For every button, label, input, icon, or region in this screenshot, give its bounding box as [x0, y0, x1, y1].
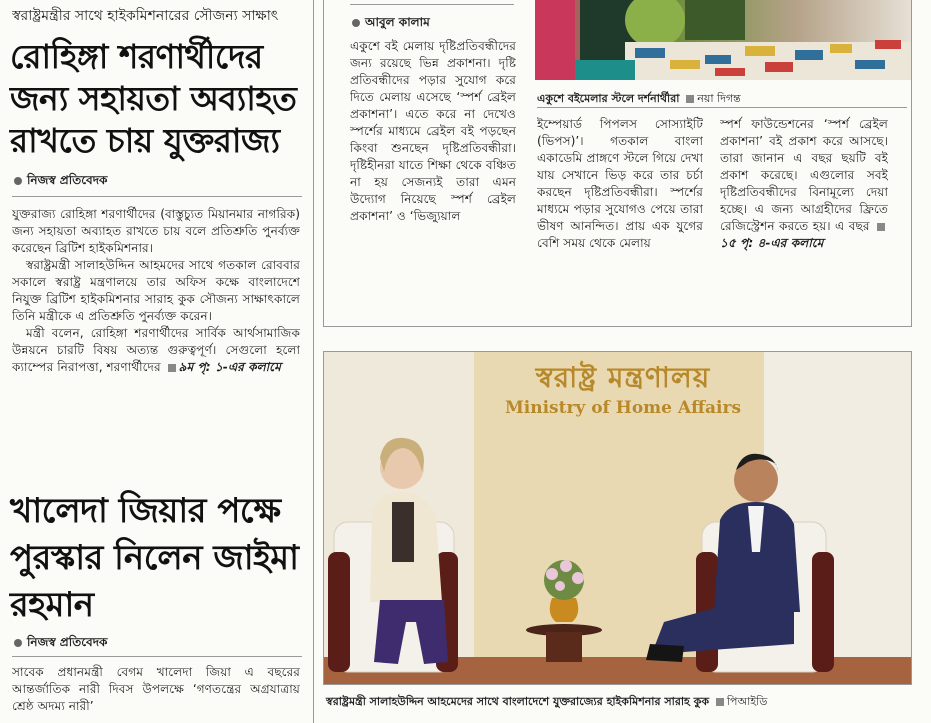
- story3-col2: [537, 116, 703, 312]
- story3-byline: [352, 14, 430, 34]
- story1-body: [12, 206, 300, 474]
- bookfair-photo: [535, 0, 911, 80]
- bookfair-caption-rule: [537, 107, 907, 108]
- ministry-photo-caption: [326, 693, 767, 712]
- byline-bullet-icon: [14, 639, 22, 647]
- story3-col3-text: স্পর্শ ফাউন্ডেশনের ‘স্পর্শ ব্রেইল প্রকাশনা’ বই প্রকাশ করে আসছে। তারা জানান এ বছর ছয়টি বই প্রকাশ করেছে। এগুলোর সবই দৃষ্টিপ্রতিবন্ধীদের বিনামূল্যে দেয়া হচ্ছে। এ জন্য আগ্রহীদের ফ্রিতে রেজিস্ট্রেশন করতে হয়। এ বছর: [720, 117, 888, 233]
- story1-para2: স্বরাষ্ট্রমন্ত্রী সালাহউদ্দিন আহমদের সাথে গতকাল রোববার সকালে স্বরাষ্ট্র মন্ত্রণালয়ে তার অফিস কক্ষে বাংলাদেশে নিযুক্ত ব্রিটিশ হাইকমিশনার সারাহ কুক সৌজন্য সাক্ষাৎকালে তিনি মন্ত্রীকে এ প্রতিশ্রুতি পুনর্ব্যক্ত করেন।: [12, 258, 300, 323]
- story2-headline: খালেদা জিয়ার পক্ষে পুরস্কার নিলেন জাইমা রহমান: [10, 491, 299, 625]
- story1-kicker: স্বরাষ্ট্রমন্ত্রীর সাথে হাইকমিশনারের সৌজন্য সাক্ষাৎ: [12, 8, 279, 24]
- story1-para1: যুক্তরাজ্য রোহিঙ্গা শরণার্থীদের (বাস্তুচ্যুত মিয়ানমার নাগরিক) জন্য সহায়তা অব্যাহত রাখতে চায় বলে প্রতিশ্রুতি পুনর্ব্যক্ত করেছেন ব্রিটিশ হাইকমিশনার।: [12, 207, 300, 255]
- story1-byline: [14, 172, 107, 192]
- story3-byline-text: আবুল কালাম: [365, 15, 430, 29]
- bookfair-photo-graphic: [535, 0, 911, 80]
- bookfair-photo-credit: নয়া দিগন্ত: [697, 92, 741, 105]
- ministry-photo: [323, 351, 912, 685]
- story3-col1-text: একুশে বই মেলায় দৃষ্টিপ্রতিবন্ধীদের জন্য রয়েছে ভিন্ন প্রকাশনা। দৃষ্টি প্রতিবন্ধীদের পড়ার সুযোগ করে দিতে মেলায় এসেছে ‘স্পর্শ ব্রেইল প্রকাশনা’। এতে করে না দেখেও স্পর্শের মাধ্যমে ব্রেইল বই পড়ছেন কিংবা শুনছেন দৃষ্টিপ্রতিবন্ধীরা। দৃষ্টিহীনরা যাতে শিক্ষা থেকে বঞ্চিত না হয় সেজন্যই তারা এমন উদ্যোগ নিয়েছে স্পর্শ ব্রেইল প্রকাশনা’ ও ‘ভিজ্যুয়াল: [350, 39, 516, 223]
- story2-para1: সাবেক প্রধানমন্ত্রী বেগম খালেদা জিয়া এ বছরের আন্তর্জাতিক নারী দিবস উপলক্ষে ‘গণতন্ত্রের অগ্রযাত্রায় শ্রেষ্ঠ অদম্য নারী’: [12, 665, 300, 713]
- continued-square-icon: [168, 364, 176, 372]
- story1-headline: রোহিঙ্গা শরণার্থীদের জন্য সহায়তা অব্যাহত রাখতে চায় যুক্তরাজ্য: [10, 37, 297, 160]
- story1-para3-text: মন্ত্রী বলেন, রোহিঙ্গা শরণার্থীদের সার্বিক আর্থসামাজিক উন্নয়নে চারটি বিষয় অত্যন্ত গুরুত্বপূর্ণ। সেগুলো হলো ক্যাম্পের নিরাপত্তা, শরণার্থীদের: [12, 326, 300, 374]
- story2-body: [12, 664, 300, 720]
- story3-col1: [350, 38, 516, 314]
- ministry-sign-bengali: স্বরাষ্ট্র মন্ত্রণালয়: [535, 361, 711, 394]
- byline-bullet-icon: [14, 177, 22, 185]
- ministry-photo-credit: পিআইডি: [726, 695, 768, 708]
- column-divider: [313, 0, 314, 723]
- credit-square-icon: [716, 698, 724, 706]
- story3-top-rule: [350, 4, 514, 5]
- story3-continued[interactable]: ১৫ পৃ: ৪-এর কলামে: [720, 236, 824, 250]
- story2-byline-rule: [12, 656, 302, 657]
- story3-col3: [720, 116, 888, 312]
- ministry-sign-english: Ministry of Home Affairs: [504, 398, 742, 418]
- story1-byline-rule: [12, 196, 302, 197]
- bookfair-caption-text: একুশে বইমেলার স্টলে দর্শনার্থীরা: [537, 92, 680, 105]
- byline-bullet-icon: [352, 19, 360, 27]
- story1-para3: [12, 325, 300, 376]
- story3-col3-para: [720, 116, 888, 252]
- story2-byline: [14, 634, 107, 654]
- story3-col2-text: ইম্পেয়ার্ড পিপলস সোস্যাইটি (ভিপস)’। গতকাল বাংলা একাডেমি প্রাঙ্গণে স্টলে গিয়ে দেখা যায় সেখানে ভিড় করে তার চর্চা করছেন দৃষ্টিপ্রতিবন্ধীরা। স্পর্শের মাধ্যমে পড়ার সুযোগও পেয়ে তারা ভীষণ আনন্দিত। প্রায় এক যুগের বেশি সময় থেকে মেলায়: [537, 117, 703, 250]
- ministry-caption-text: স্বরাষ্ট্রমন্ত্রী সালাহউদ্দিন আহমেদের সাথে বাংলাদেশে যুক্তরাজ্যের হাইকমিশনার সারাহ কুক: [326, 695, 710, 708]
- credit-square-icon: [686, 95, 694, 103]
- story1-continued[interactable]: ৯ম পৃ: ১-এর কলামে: [178, 360, 281, 374]
- continued-square-icon: [877, 223, 885, 231]
- story1-byline-text: নিজস্ব প্রতিবেদক: [27, 173, 108, 187]
- story2-byline-text: নিজস্ব প্রতিবেদক: [27, 635, 108, 649]
